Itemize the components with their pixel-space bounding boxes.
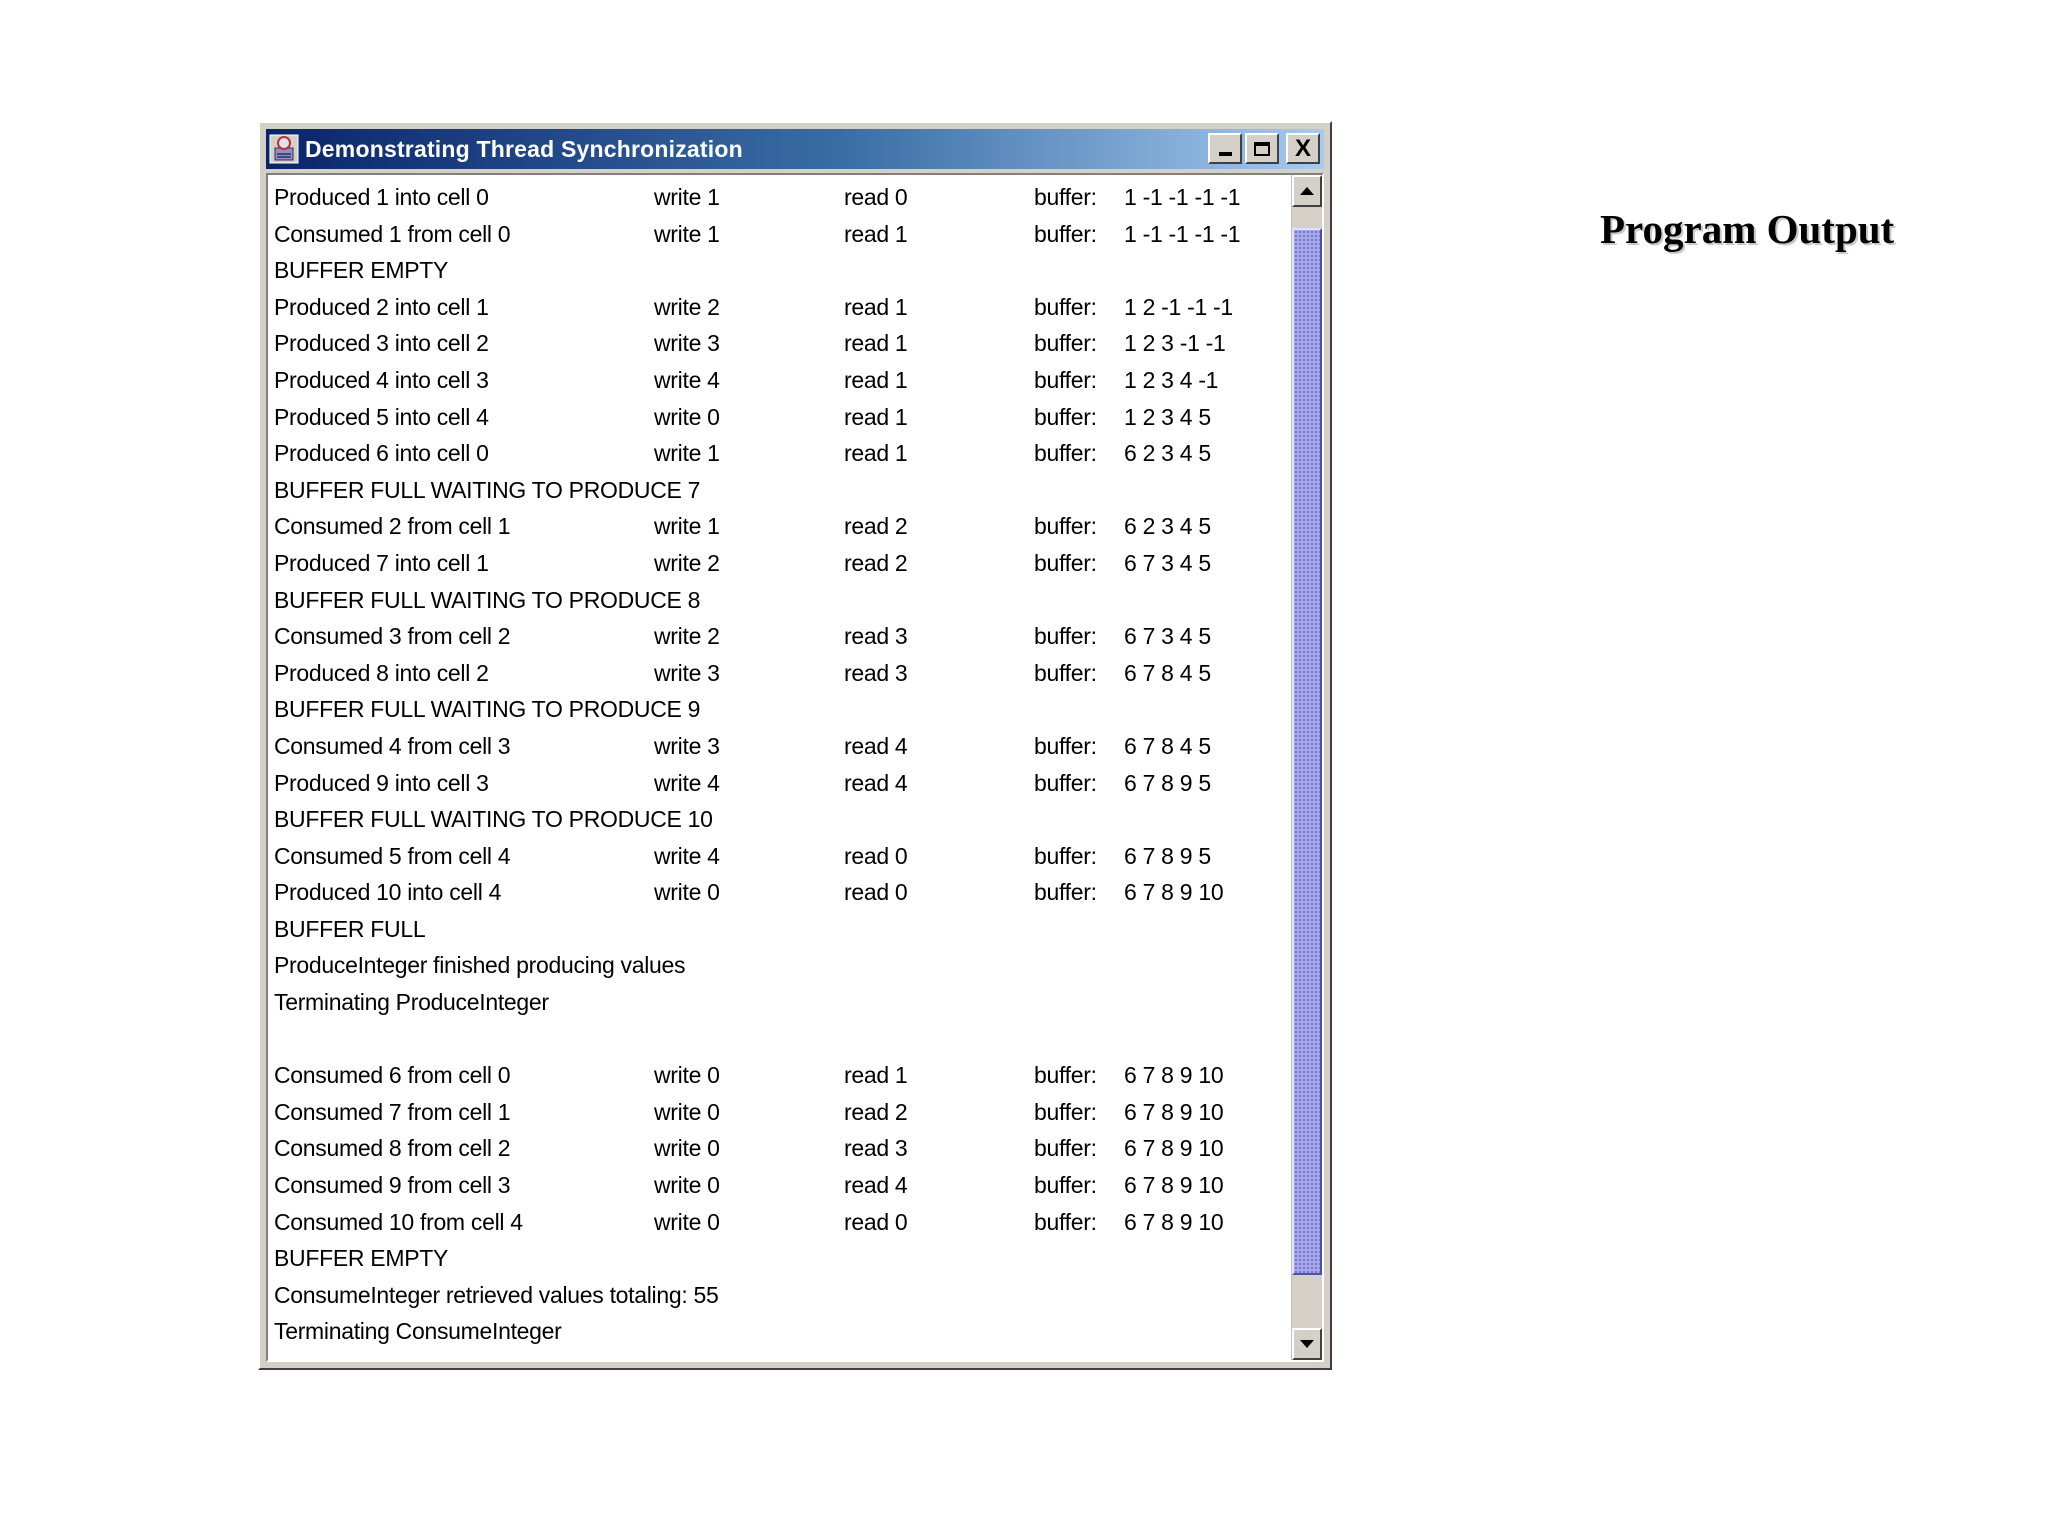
output-c5: 6 2 3 4 5 <box>1124 440 1211 467</box>
output-c1: Produced 3 into cell 2 <box>274 330 489 357</box>
output-c2: write 1 <box>654 220 720 247</box>
output-c3: read 1 <box>844 330 908 357</box>
output-c4: buffer: <box>1034 1098 1097 1125</box>
output-c2: write 2 <box>654 293 720 320</box>
output-c1: BUFFER FULL WAITING TO PRODUCE 9 <box>274 696 701 723</box>
window-title: Demonstrating Thread Synchronization <box>305 135 743 162</box>
output-c4: buffer: <box>1034 1172 1097 1199</box>
output-line <box>274 179 1284 216</box>
output-c2: write 1 <box>654 513 720 540</box>
output-line <box>274 618 1284 655</box>
output-c1: Consumed 4 from cell 3 <box>274 732 511 759</box>
output-c3: read 4 <box>844 732 908 759</box>
output-c5: 6 7 8 9 10 <box>1124 1172 1224 1199</box>
output-c2: write 0 <box>654 1208 720 1235</box>
output-line <box>274 838 1284 875</box>
output-lines <box>274 179 1284 1359</box>
output-line <box>274 691 1284 728</box>
output-c3: read 4 <box>844 769 908 796</box>
output-c1: Consumed 1 from cell 0 <box>274 220 511 247</box>
output-line <box>274 765 1284 802</box>
output-line <box>274 1313 1284 1350</box>
output-line <box>274 216 1284 253</box>
output-c4: buffer: <box>1034 184 1097 210</box>
output-c5: 6 7 8 9 10 <box>1124 1208 1224 1235</box>
output-c4: buffer: <box>1034 440 1097 467</box>
minimize-icon <box>1219 152 1232 156</box>
output-c3: read 2 <box>844 549 908 576</box>
output-line <box>274 947 1284 984</box>
output-line <box>274 801 1284 838</box>
output-c1: Produced 10 into cell 4 <box>274 879 502 906</box>
output-c1: Consumed 5 from cell 4 <box>274 842 511 869</box>
output-c1: BUFFER FULL WAITING TO PRODUCE 7 <box>274 476 701 503</box>
output-line <box>274 1057 1284 1094</box>
output-c4: buffer: <box>1034 1135 1097 1162</box>
output-c1: Terminating ConsumeInteger <box>274 1318 562 1345</box>
output-c1: Terminating ProduceInteger <box>274 989 549 1016</box>
output-c5: 6 7 8 9 10 <box>1124 879 1224 906</box>
output-c2: write 3 <box>654 732 720 759</box>
output-c3: read 0 <box>844 184 908 210</box>
output-line <box>274 252 1284 289</box>
output-line <box>274 1240 1284 1277</box>
output-c4: buffer: <box>1034 1208 1097 1235</box>
output-c3: read 3 <box>844 1135 908 1162</box>
close-button[interactable] <box>1286 133 1320 164</box>
output-c3: read 0 <box>844 1208 908 1235</box>
close-icon: X <box>1294 134 1311 162</box>
output-c1: Consumed 10 from cell 4 <box>274 1208 523 1235</box>
output-c2: write 4 <box>654 842 720 869</box>
output-c3: read 2 <box>844 513 908 540</box>
output-c1: ConsumeInteger retrieved values totaling: 55 <box>274 1281 719 1308</box>
output-c1: Consumed 7 from cell 1 <box>274 1098 511 1125</box>
output-line <box>274 1130 1284 1167</box>
output-c1: Consumed 3 from cell 2 <box>274 623 511 650</box>
output-c1: Produced 1 into cell 0 <box>274 184 489 210</box>
slide-title: Program Output <box>1600 206 1895 252</box>
output-c2: write 0 <box>654 1135 720 1162</box>
output-c1: BUFFER FULL WAITING TO PRODUCE 8 <box>274 586 701 613</box>
scrollbar-thumb[interactable] <box>1292 228 1322 1275</box>
output-c3: read 3 <box>844 623 908 650</box>
output-c2: write 3 <box>654 659 720 686</box>
output-c3: read 1 <box>844 220 908 247</box>
output-c5: 6 7 8 4 5 <box>1124 659 1211 686</box>
scroll-up-button[interactable] <box>1292 175 1322 207</box>
output-c2: write 0 <box>654 879 720 906</box>
output-c1: Produced 6 into cell 0 <box>274 440 489 467</box>
output-c5: 1 -1 -1 -1 -1 <box>1124 184 1241 210</box>
output-line <box>274 874 1284 911</box>
output-c4: buffer: <box>1034 293 1097 320</box>
output-c2: write 0 <box>654 403 720 430</box>
output-c5: 6 7 3 4 5 <box>1124 549 1211 576</box>
output-c2: write 2 <box>654 549 720 576</box>
output-c3: read 3 <box>844 659 908 686</box>
output-text-area[interactable] <box>266 173 1324 1362</box>
output-line <box>274 1021 1284 1058</box>
output-line <box>274 545 1284 582</box>
output-line <box>274 289 1284 326</box>
output-line <box>274 1277 1284 1314</box>
output-c3: read 1 <box>844 403 908 430</box>
output-c2: write 0 <box>654 1062 720 1089</box>
output-c5: 6 7 8 9 5 <box>1124 769 1211 796</box>
minimize-button[interactable] <box>1208 133 1242 164</box>
output-c2: write 1 <box>654 184 720 210</box>
output-line <box>274 1167 1284 1204</box>
output-line <box>274 984 1284 1021</box>
output-c1: Consumed 6 from cell 0 <box>274 1062 511 1089</box>
output-c5: 6 7 3 4 5 <box>1124 623 1211 650</box>
output-c4: buffer: <box>1034 330 1097 357</box>
output-c1: Produced 4 into cell 3 <box>274 366 489 393</box>
output-c4: buffer: <box>1034 513 1097 540</box>
output-line <box>274 655 1284 692</box>
output-c1: Produced 7 into cell 1 <box>274 549 489 576</box>
output-c3: read 0 <box>844 879 908 906</box>
output-c1: BUFFER FULL <box>274 915 426 942</box>
output-line <box>274 728 1284 765</box>
output-c3: read 1 <box>844 366 908 393</box>
output-c1: BUFFER EMPTY <box>274 257 449 284</box>
output-c5: 1 2 3 -1 -1 <box>1124 330 1226 357</box>
output-c1: Produced 8 into cell 2 <box>274 659 489 686</box>
output-c5: 1 2 3 4 -1 <box>1124 366 1219 393</box>
output-c1: Consumed 2 from cell 1 <box>274 513 511 540</box>
output-line <box>274 508 1284 545</box>
output-c4: buffer: <box>1034 1062 1097 1089</box>
output-c4: buffer: <box>1034 366 1097 393</box>
output-c2: write 1 <box>654 440 720 467</box>
window-controls <box>1208 133 1320 164</box>
output-c1: Consumed 9 from cell 3 <box>274 1172 511 1199</box>
output-c3: read 4 <box>844 1172 908 1199</box>
output-line <box>274 1094 1284 1131</box>
output-c1: ProduceInteger finished producing values <box>274 952 686 979</box>
output-c5: 6 7 8 9 5 <box>1124 842 1211 869</box>
output-c4: buffer: <box>1034 623 1097 650</box>
output-line <box>274 582 1284 619</box>
output-c4: buffer: <box>1034 732 1097 759</box>
output-c4: buffer: <box>1034 403 1097 430</box>
output-c5: 6 7 8 9 10 <box>1124 1098 1224 1125</box>
output-c2: write 0 <box>654 1172 720 1199</box>
output-c5: 1 2 3 4 5 <box>1124 403 1211 430</box>
output-c5: 6 7 8 9 10 <box>1124 1062 1224 1089</box>
output-c3: read 2 <box>844 1098 908 1125</box>
scroll-down-button[interactable] <box>1292 1328 1322 1360</box>
output-c1: Produced 9 into cell 3 <box>274 769 489 796</box>
output-line <box>274 399 1284 436</box>
output-c4: buffer: <box>1034 769 1097 796</box>
output-c5: 6 7 8 4 5 <box>1124 732 1211 759</box>
output-c4: buffer: <box>1034 220 1097 247</box>
output-c4: buffer: <box>1034 879 1097 906</box>
maximize-button[interactable] <box>1245 133 1279 164</box>
output-c4: buffer: <box>1034 659 1097 686</box>
vertical-scrollbar[interactable] <box>1291 175 1322 1360</box>
output-c2: write 0 <box>654 1098 720 1125</box>
output-c3: read 1 <box>844 1062 908 1089</box>
output-c2: write 2 <box>654 623 720 650</box>
maximize-icon <box>1254 142 1270 156</box>
output-c2: write 4 <box>654 769 720 796</box>
output-c4: buffer: <box>1034 842 1097 869</box>
output-c1: BUFFER EMPTY <box>274 1245 449 1272</box>
output-c2: write 3 <box>654 330 720 357</box>
output-line <box>274 362 1284 399</box>
output-c5: 1 -1 -1 -1 -1 <box>1124 220 1241 247</box>
output-c5: 6 2 3 4 5 <box>1124 513 1211 540</box>
output-c4: buffer: <box>1034 549 1097 576</box>
app-window <box>258 121 1332 1370</box>
output-c5: 6 7 8 9 10 <box>1124 1135 1224 1162</box>
arrow-up-icon <box>1300 187 1314 195</box>
output-c1: Consumed 8 from cell 2 <box>274 1135 511 1162</box>
output-c5: 1 2 -1 -1 -1 <box>1124 293 1233 320</box>
output-c1: Produced 5 into cell 4 <box>274 403 489 430</box>
output-c1: BUFFER FULL WAITING TO PRODUCE 10 <box>274 806 713 833</box>
output-line <box>274 472 1284 509</box>
output-c3: read 0 <box>844 842 908 869</box>
output-line <box>274 1204 1284 1241</box>
window-titlebar[interactable] <box>266 129 1324 169</box>
output-c3: read 1 <box>844 293 908 320</box>
output-c1: Produced 2 into cell 1 <box>274 293 489 320</box>
output-line <box>274 325 1284 362</box>
output-line <box>274 911 1284 948</box>
arrow-down-icon <box>1300 1340 1314 1348</box>
java-app-icon <box>269 134 299 164</box>
output-c3: read 1 <box>844 440 908 467</box>
output-c2: write 4 <box>654 366 720 393</box>
output-line <box>274 435 1284 472</box>
